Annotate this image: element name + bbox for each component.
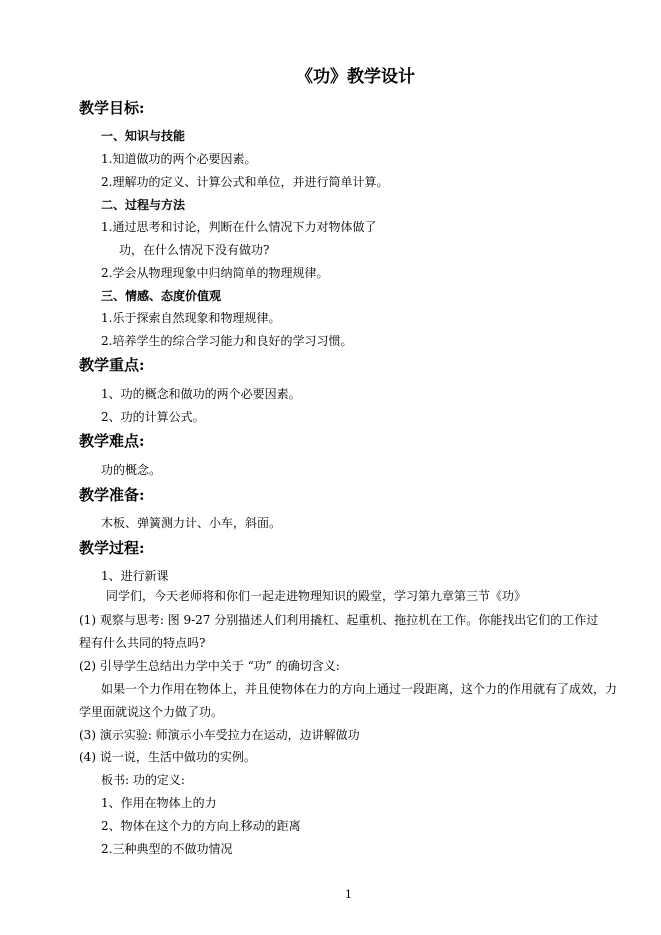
process-line: 1、作用在物体上的力 [101, 796, 217, 810]
process-line: 2、物体在这个力的方向上移动的距离 [101, 819, 301, 833]
page-number: 1 [345, 888, 352, 901]
process-line: (4) 说一说，生活中做功的实例。 [79, 750, 256, 764]
process-line: 学里面就说这个力做了功。 [79, 705, 224, 719]
preparation-item: 木板、弹簧测力计、小车，斜面。 [101, 516, 282, 530]
process-line: 2.三种典型的不做功情况 [101, 842, 233, 856]
process-line: 1、进行新课 [101, 569, 169, 583]
key-point-item: 1、功的概念和做功的两个必要因素。 [101, 387, 301, 401]
knowledge-item: 1.知道做功的两个必要因素。 [101, 152, 257, 166]
key-point-item: 2、功的计算公式。 [101, 410, 205, 424]
process-method-item: 功，在什么情况下没有做功? [119, 243, 270, 257]
key-points-heading: 教学重点: [79, 356, 145, 374]
attitude-item: 2.培养学生的综合学习能力和良好的学习习惯。 [101, 334, 353, 348]
attitude-heading: 三、情感、态度价值观 [101, 289, 222, 303]
difficulty-item: 功的概念。 [101, 463, 162, 477]
process-line: 同学们，今天老师将和你们一起走进物理知识的殿堂，学习第九章第三节《功》 [106, 589, 527, 603]
process-line: (1) 观察与思考: 图 9-27 分别描述人们利用撬杠、起重机、拖拉机在工作。你能找出它们的工作过 [79, 613, 599, 627]
knowledge-item: 2.理解功的定义、计算公式和单位，并进行简单计算。 [101, 175, 389, 189]
attitude-item: 1.乐于探索自然现象和物理规律。 [101, 311, 281, 325]
process-method-item: 1.通过思考和讨论，判断在什么情况下力对物体做了 [101, 220, 377, 234]
document-title: 《功》教学设计 [296, 67, 415, 87]
difficulties-heading: 教学难点: [79, 432, 145, 450]
objectives-heading: 教学目标: [79, 99, 145, 117]
process-method-item: 2.学会从物理现象中归纳简单的物理规律。 [101, 266, 329, 280]
preparation-heading: 教学准备: [79, 486, 145, 504]
process-heading: 教学过程: [79, 539, 145, 557]
process-line: 如果一个力作用在物体上，并且使物体在力的方向上通过一段距离，这个力的作用就有了成效，力 [101, 682, 618, 696]
process-line: (2) 引导学生总结出力学中关于 “功” 的确切含义: [79, 659, 340, 673]
knowledge-heading: 一、知识与技能 [101, 129, 186, 143]
process-line: 板书: 功的定义: [101, 773, 185, 787]
process-line: (3) 演示实验: 师演示小车受拉力在运动，边讲解做功 [79, 728, 360, 742]
process-method-heading: 二、过程与方法 [101, 198, 186, 212]
process-line: 程有什么共同的特点吗? [79, 636, 206, 650]
